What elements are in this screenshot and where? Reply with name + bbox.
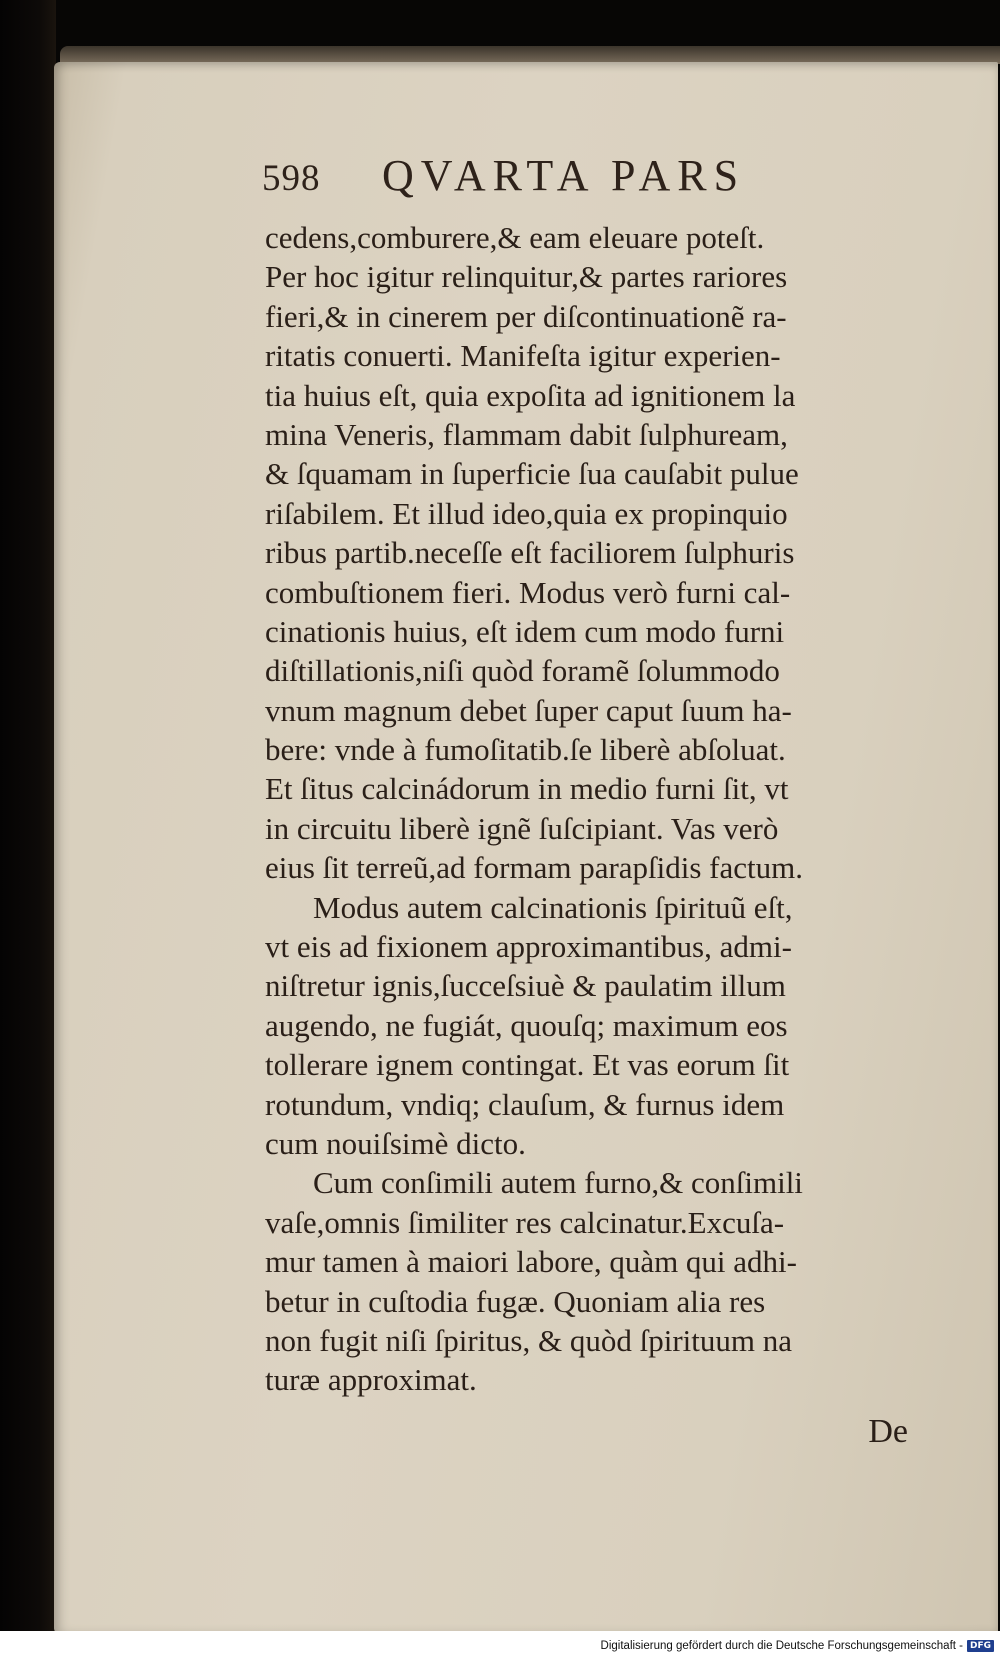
text-line: mina Veneris, flammam dabit ſulphuream, [265,416,788,452]
text-line: ritatis conuerti. Manifeſta igitur experien- [265,338,781,374]
running-head: QVARTA PARS [382,151,746,200]
text-line: & ſquamam in ſuperficie ſua cauſabit pulue [265,456,799,492]
text-line: combuſtionem fieri. Modus verò furni cal- [265,574,791,610]
text-line: rotundum, vndiq; clauſum, & furnus idem [265,1086,785,1122]
paragraph-start-line: Cum conſimili autem furno,& conſimili [313,1165,803,1201]
catchword: De [868,1413,908,1450]
text-line: niſtretur ignis,ſucceſsiuè & paulatim illum [265,968,786,1004]
page-header [262,150,745,206]
text-line: non fugit niſi ſpiritus, & quòd ſpirituum na [265,1322,792,1358]
text-line: cum nouiſsimè dicto. [265,1125,526,1161]
text-line: cinationis huius, eſt idem cum modo furni [265,613,785,649]
text-line: ribus partib.neceſſe eſt faciliorem ſulphuris [265,535,795,571]
text-line: in circuitu liberè ignẽ ſuſcipiant. Vas verò [265,810,779,846]
text-line: tia huius eſt, quia expoſita ad ignitionem la [265,377,796,413]
text-line: fieri,& in cinerem per diſcontinuationẽ ra- [265,298,787,334]
text-line: turæ approximat. [265,1362,477,1398]
page-number: 598 [262,158,321,199]
footer-credit: Digitalisierung gefördert durch die Deutsche Forschungsgemeinschaft - [600,1640,963,1652]
text-line: tollerare ignem contingat. Et vas eorum ſit [265,1047,790,1083]
text-line: vnum magnum debet ſuper caput ſuum ha- [265,692,792,728]
text-line: vt eis ad fixionem approximantibus, admi- [265,929,792,965]
body-text [265,218,955,1400]
text-line: augendo, ne fugiát, quouſq; maximum eos [265,1007,788,1043]
text-line: vaſe,omnis ſimiliter res calcinatur.Excuſa- [265,1204,785,1240]
digitization-footer [0,1631,1000,1661]
text-line: eius ſit terreũ,ad formam parapſidis factum. [265,850,804,886]
text-line: riſabilem. Et illud ideo,quia ex propinquio [265,495,788,531]
book-spine-shadow [0,0,56,1661]
paragraph-start-line: Modus autem calcinationis ſpirituũ eſt, [313,889,793,925]
text-line: cedens,comburere,& eam eleuare poteſt. [265,220,765,255]
text-line: Et ſitus calcinádorum in medio furni ſit, vt [265,771,789,807]
text-line: betur in cuſtodia fugæ. Quoniam alia res [265,1283,766,1319]
dfg-logo: DFG [967,1640,994,1652]
text-line: diſtillationis,niſi quòd foramẽ ſolummodo [265,653,780,689]
text-line: bere: vnde à fumoſitatib.ſe liberè abſoluat. [265,732,786,768]
text-line: Per hoc igitur relinquitur,& partes rariores [265,259,788,295]
text-line: mur tamen à maiori labore, quàm qui adhi- [265,1244,797,1280]
